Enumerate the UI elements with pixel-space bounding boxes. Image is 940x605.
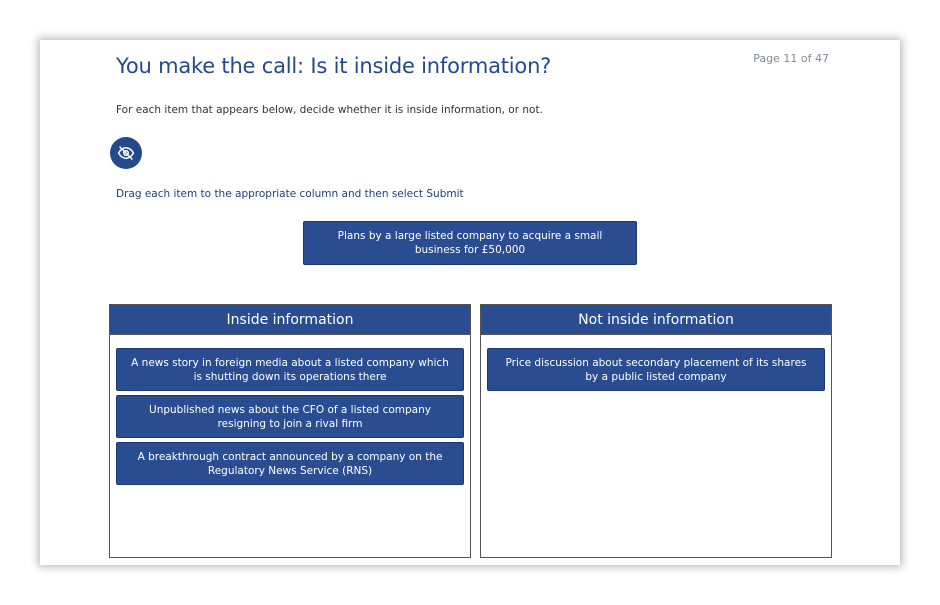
column-dropzone[interactable]	[110, 335, 470, 495]
not-inside-information-column[interactable]	[480, 304, 832, 558]
placed-item[interactable]	[116, 348, 464, 391]
page-counter: Page 11 of 47	[753, 52, 829, 65]
column-dropzone[interactable]	[481, 335, 831, 401]
placed-item-label: A news story in foreign media about a listed company which is shutting down its operations there	[131, 356, 449, 383]
column-header: Inside information	[110, 305, 470, 335]
placed-item-label: Price discussion about secondary placement of its shares by a public listed company	[505, 356, 807, 383]
drag-instruction: Drag each item to the appropriate column and then select Submit	[116, 188, 464, 200]
eye-slash-icon	[117, 144, 135, 162]
placed-item[interactable]	[487, 348, 825, 391]
hide-toggle-button[interactable]	[110, 137, 142, 169]
slide-panel	[40, 40, 900, 565]
placed-item-label: Unpublished news about the CFO of a listed company resigning to join a rival firm	[149, 403, 431, 430]
column-header: Not inside information	[481, 305, 831, 335]
placed-item-label: A breakthrough contract announced by a company on the Regulatory News Service (RNS)	[137, 450, 443, 477]
instructions-text: For each item that appears below, decide whether it is inside information, or not.	[116, 104, 543, 116]
draggable-item-label: Plans by a large listed company to acquire a small business for £50,000	[337, 230, 603, 256]
placed-item[interactable]	[116, 442, 464, 485]
placed-item[interactable]	[116, 395, 464, 438]
draggable-item[interactable]	[303, 221, 637, 265]
page-title: You make the call: Is it inside information?	[116, 54, 552, 78]
inside-information-column[interactable]	[109, 304, 471, 558]
